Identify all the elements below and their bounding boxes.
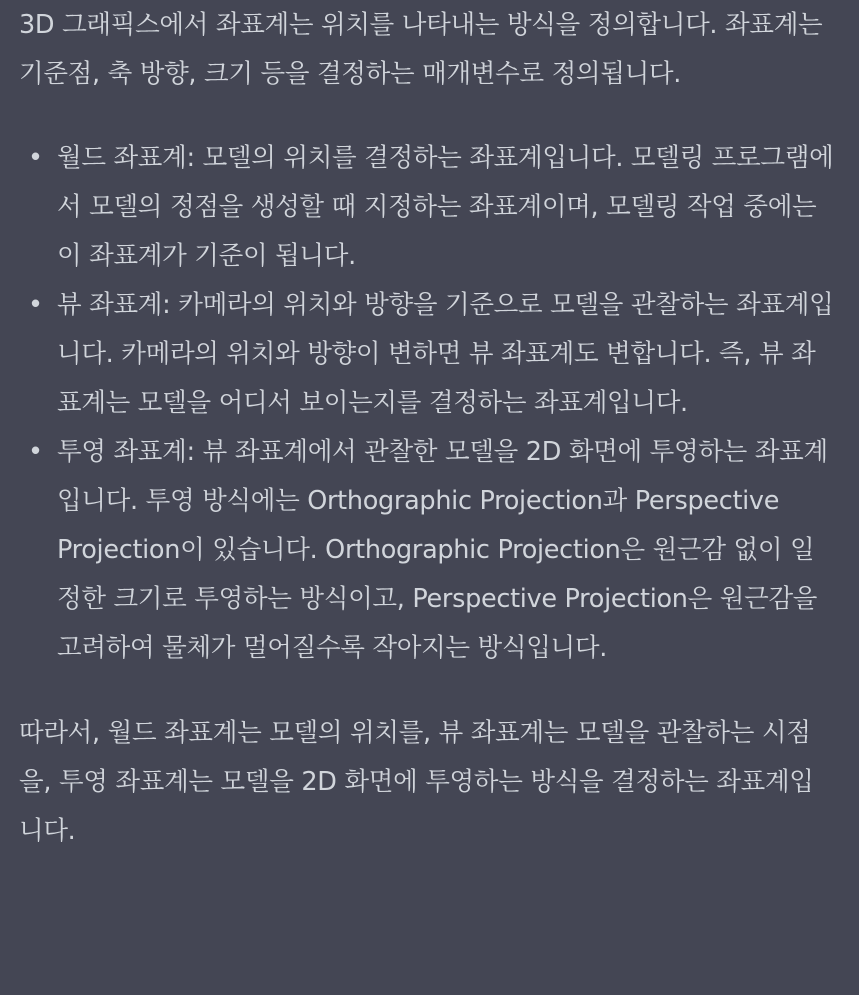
list-item-view-coordinates: • 뷰 좌표계: 카메라의 위치와 방향을 기준으로 모델을 관찰하는 좌표계입니다. 카메라의 위치와 방향이 변하면 뷰 좌표계도 변합니다. 즉, 뷰 좌표계는 모델을 어디서 보이는지를 결정하는 좌표계입니다.: [57, 281, 837, 428]
intro-paragraph: 3D 그래픽스에서 좌표계는 위치를 나타내는 방식을 정의합니다. 좌표계는 기준점, 축 방향, 크기 등을 결정하는 매개변수로 정의됩니다.: [19, 10, 823, 89]
coordinate-system-list: [19, 134, 837, 673]
conclusion-paragraph: 따라서, 월드 좌표계는 모델의 위치를, 뷰 좌표계는 모델을 관찰하는 시점을, 투영 좌표계는 모델을 2D 화면에 투영하는 방식을 결정하는 좌표계입니다.: [19, 718, 814, 846]
list-item-projection-coordinates: • 투영 좌표계: 뷰 좌표계에서 관찰한 모델을 2D 화면에 투영하는 좌표계입니다. 투영 방식에는 Orthographic Projection과 Perspective Projection이 있습니다. Orthographic Projection은 원근감 없이 일정한 크기로 투영하는 방식이고, Perspective Projection은 원근감을 고려하여 물체가 멀어질수록 작아지는 방식입니다.: [57, 428, 837, 673]
list-item-world-coordinates: • 월드 좌표계: 모델의 위치를 결정하는 좌표계입니다. 모델링 프로그램에서 모델의 정점을 생성할 때 지정하는 좌표계이며, 모델링 작업 중에는 이 좌표계가 기준이 됩니다.: [57, 134, 837, 281]
